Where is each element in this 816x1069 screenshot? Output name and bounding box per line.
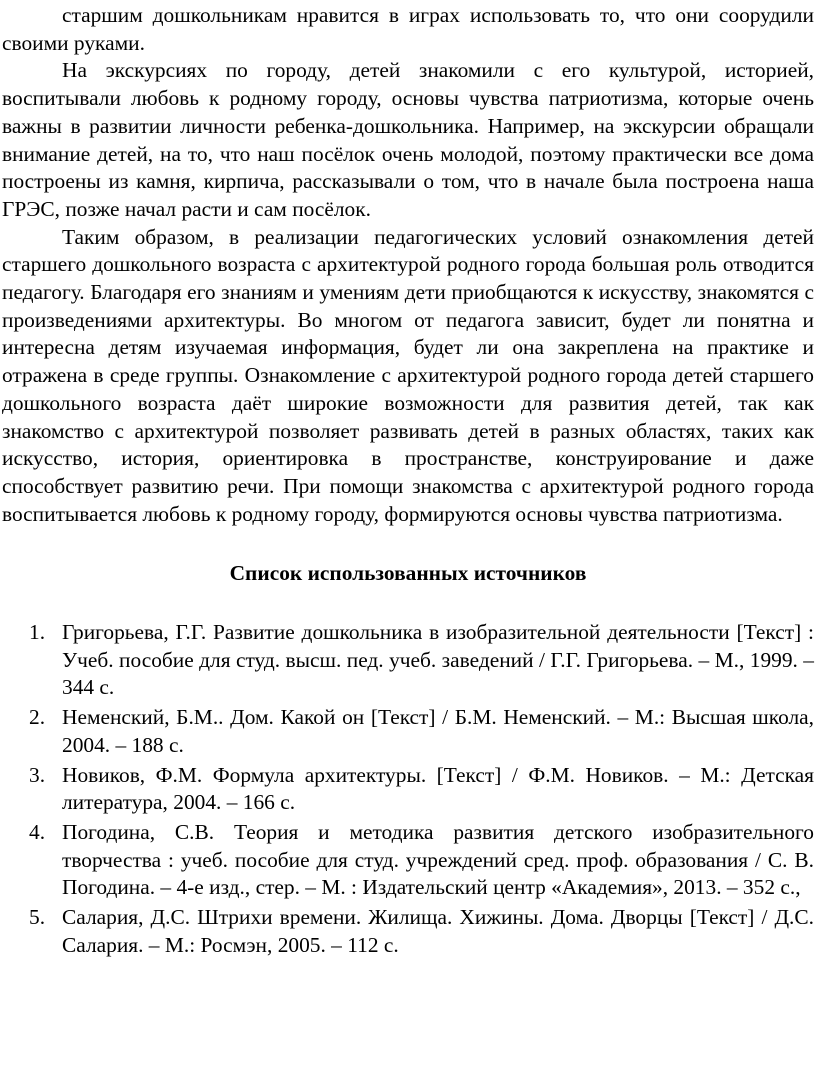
body-paragraph-1: старшим дошкольникам нравится в играх использовать то, что они соорудили своими руками. — [2, 3, 814, 55]
reference-text: Салария, Д.С. Штрихи времени. Жилища. Хижины. Дома. Дворцы [Текст] / Д.С. Салария. – М.: Росмэн, 2005. – 112 с. — [62, 905, 814, 957]
references-title: Список использованных источников — [229, 561, 587, 586]
references-list — [2, 619, 814, 959]
reference-number: 5. — [29, 905, 46, 930]
reference-item — [2, 819, 814, 902]
body-paragraph-3: Таким образом, в реализации педагогических условий ознакомления детей старшего дошкольного возраста с архитектурой родного города большая роль отводится педагогу. Благодаря его знаниям и умениям дети приобщаются к искусству, знакомятся с произведениями архитектуры. Во многом от педагога зависит, будет ли понятна и интересна детям изучаемая информация, будет ли она закреплена на практике и отражена в среде группы. Ознакомление с архитектурой родного города детей старшего дошкольного возраста даёт широкие возможности для развития детей, так как знакомство с архитектурой позволяет развивать детей в разных областях, таких как искусство, история, ориентировка в пространстве, конструирование и даже способствует развитию речи. При помощи знакомства с архитектурой родного города воспитывается любовь к родному городу, формируются основы чувства патриотизма. — [2, 224, 814, 526]
reference-text: Погодина, С.В. Теория и методика развития детского изобразительного творчества : учеб. пособие для студ. учреждений сред. проф. образования / С. В. Погодина. – 4-е изд., стер. – М. : Издательский центр «Академия», 2013. – 352 с., — [62, 819, 814, 900]
reference-item — [2, 762, 814, 817]
reference-item — [2, 904, 814, 959]
reference-number: 1. — [29, 620, 46, 645]
reference-number: 4. — [29, 819, 46, 844]
body-paragraph-2: На экскурсиях по городу, детей знакомили с его культурой, историей, воспитывали любовь к родному городу, основы чувства патриотизма, которые очень важны в развитии личности ребенка-дошкольника. Например, на экскурсии обращали внимание детей, на то, что наш посёлок очень молодой, поэтому практически все дома построены из камня, кирпича, рассказывали о том, что в начале была построена наша ГРЭС, позже начал расти и сам посёлок. — [2, 58, 814, 221]
reference-number: 3. — [29, 762, 46, 787]
reference-text: Григорьева, Г.Г. Развитие дошкольника в изобразительной деятельности [Текст] : Учеб. пособие для студ. высш. пед. учеб. заведений / Г.Г. Григорьева. – М., 1999. – 344 с. — [62, 620, 814, 700]
reference-number: 2. — [29, 705, 46, 730]
reference-text: Неменский, Б.М.. Дом. Какой он [Текст] / Б.М. Неменский. – М.: Высшая школа, 2004. – 188 с. — [62, 705, 814, 757]
reference-text: Новиков, Ф.М. Формула архитектуры. [Текст] / Ф.М. Новиков. – М.: Детская литература, 2004. – 166 с. — [62, 762, 814, 815]
reference-item — [2, 704, 814, 759]
reference-item — [2, 619, 814, 702]
